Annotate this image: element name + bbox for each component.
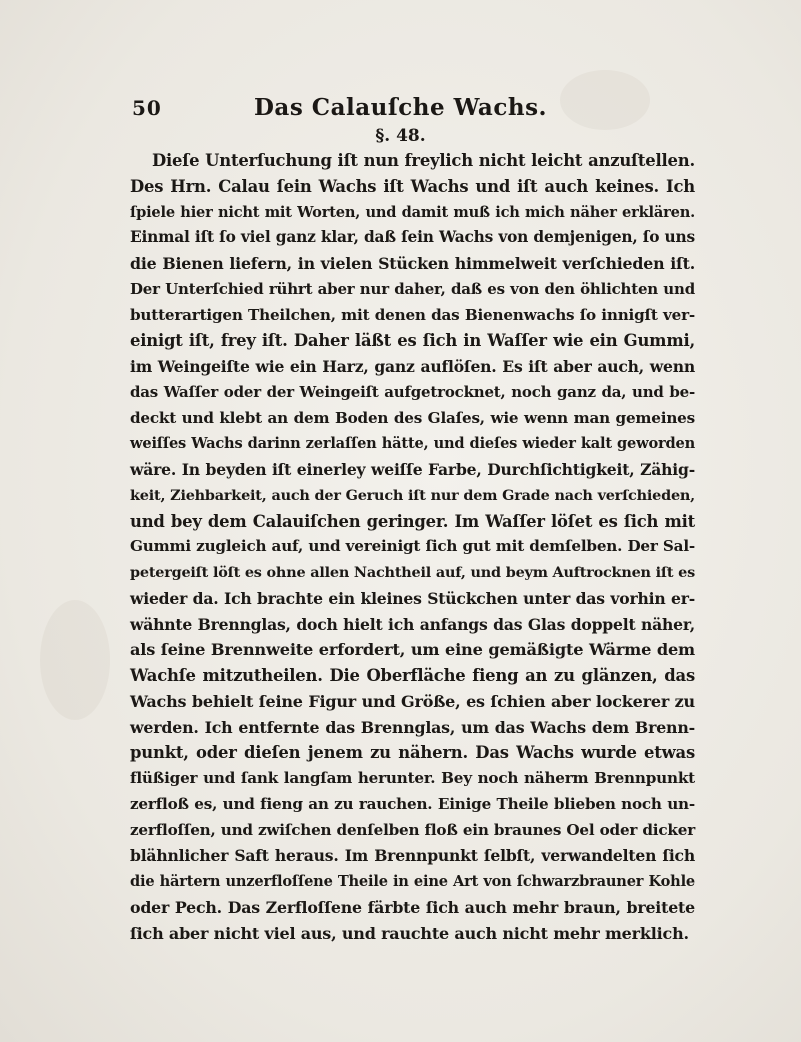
text-line: punkt, oder dieſen jenem zu nähern. Das Wachs wurde etwas [130, 743, 695, 763]
text-line: ſpiele hier nicht mit Worten, und damit muß ich mich näher erklären. [130, 203, 695, 221]
running-title: Das Calauſche Wachs. [253, 94, 548, 121]
text-line: oder Pech. Das Zerfloſſene färbte ſich auch mehr braun, breitete [130, 897, 695, 917]
text-line: flüßiger und ſank langſam herunter. Bey noch näherm Brennpunkt [130, 769, 695, 787]
text-line: weiſſes Wachs darinn zerlaſſen hätte, und dieſes wieder kalt geworden [130, 435, 695, 453]
text-line: Dieſe Unterſuchung iſt nun freylich nicht leicht anzuſtellen. [152, 151, 695, 170]
text-line: Einmal iſt ſo viel ganz klar, daß ſein Wachs von demjenigen, ſo uns [130, 228, 695, 247]
paper-stain [40, 600, 110, 720]
text-line: die Bienen liefern, in vielen Stücken himmelweit verſchieden iſt. [130, 254, 695, 273]
page-header [0, 84, 801, 124]
text-line: die härtern unzerfloſſene Theile in eine Art von ſchwarzbrauner Kohle [130, 873, 695, 890]
text-line: Gummi zugleich auf, und vereinigt ſich gut mit demſelben. Der Sal- [130, 537, 695, 556]
text-line: ſich aber nicht viel aus, und rauchte auch nicht mehr merklich. [130, 923, 689, 943]
section-number: §. 48. [375, 126, 426, 146]
text-line: blähnlicher Saft heraus. Im Brennpunkt ſelbſt, verwandelten ſich [130, 846, 695, 866]
text-line: keit, Ziehbarkeit, auch der Geruch iſt nur dem Grade nach verſchieden, [130, 486, 695, 504]
text-line: wäre. In beyden iſt einerley weiſſe Farbe, Durchſichtigkeit, Zähig- [130, 460, 695, 479]
text-line: zerfloſſen, und zwiſchen denſelben floß ein braunes Oel oder dicker [130, 820, 695, 839]
text-line: wähnte Brennglas, doch hielt ich anfangs das Glas doppelt näher, [130, 614, 695, 634]
body-text [130, 148, 695, 946]
text-line: petergeiſt löſt es ohne allen Nachtheil auf, und beym Auftrocknen iſt es [130, 564, 695, 581]
text-line: einigt iſt, frey iſt. Daher läßt es ſich in Waſſer wie ein Gummi, [130, 331, 695, 351]
text-line: zerfloß es, und fieng an zu rauchen. Einige Theile blieben noch un- [130, 794, 695, 813]
text-line: und bey dem Calauiſchen geringer. Im Waſſer löſet es ſich mit [130, 511, 695, 531]
text-line: das Waſſer oder der Weingeiſt aufgetrocknet, noch ganz da, und be- [130, 382, 695, 401]
text-line: als ſeine Brennweite erfordert, um eine gemäßigte Wärme dem [130, 640, 695, 660]
text-line: werden. Ich entfernte das Brennglas, um das Wachs dem Brenn- [130, 717, 695, 737]
text-line: wieder da. Ich brachte ein kleines Stückchen unter das vorhin er- [130, 588, 695, 608]
text-line: im Weingeiſte wie ein Harz, ganz auflöſen. Es iſt aber auch, wenn [130, 357, 695, 376]
text-line: Wachſe mitzutheilen. Die Oberfläche fieng an zu glänzen, das [130, 666, 695, 685]
text-line: butterartigen Theilchen, mit denen das Bienenwachs ſo innigſt ver- [130, 305, 695, 324]
text-line: deckt und klebt an dem Boden des Glaſes, wie wenn man gemeines [130, 408, 695, 427]
text-line: Des Hrn. Calau ſein Wachs iſt Wachs und iſt auch keines. Ich [130, 176, 695, 196]
page-number: 50 [132, 96, 162, 120]
text-line: Der Unterſchied rührt aber nur daher, daß es von den öhlichten und [130, 279, 695, 298]
text-line: Wachs behielt ſeine Figur und Größe, es ſchien aber lockerer zu [130, 691, 695, 711]
